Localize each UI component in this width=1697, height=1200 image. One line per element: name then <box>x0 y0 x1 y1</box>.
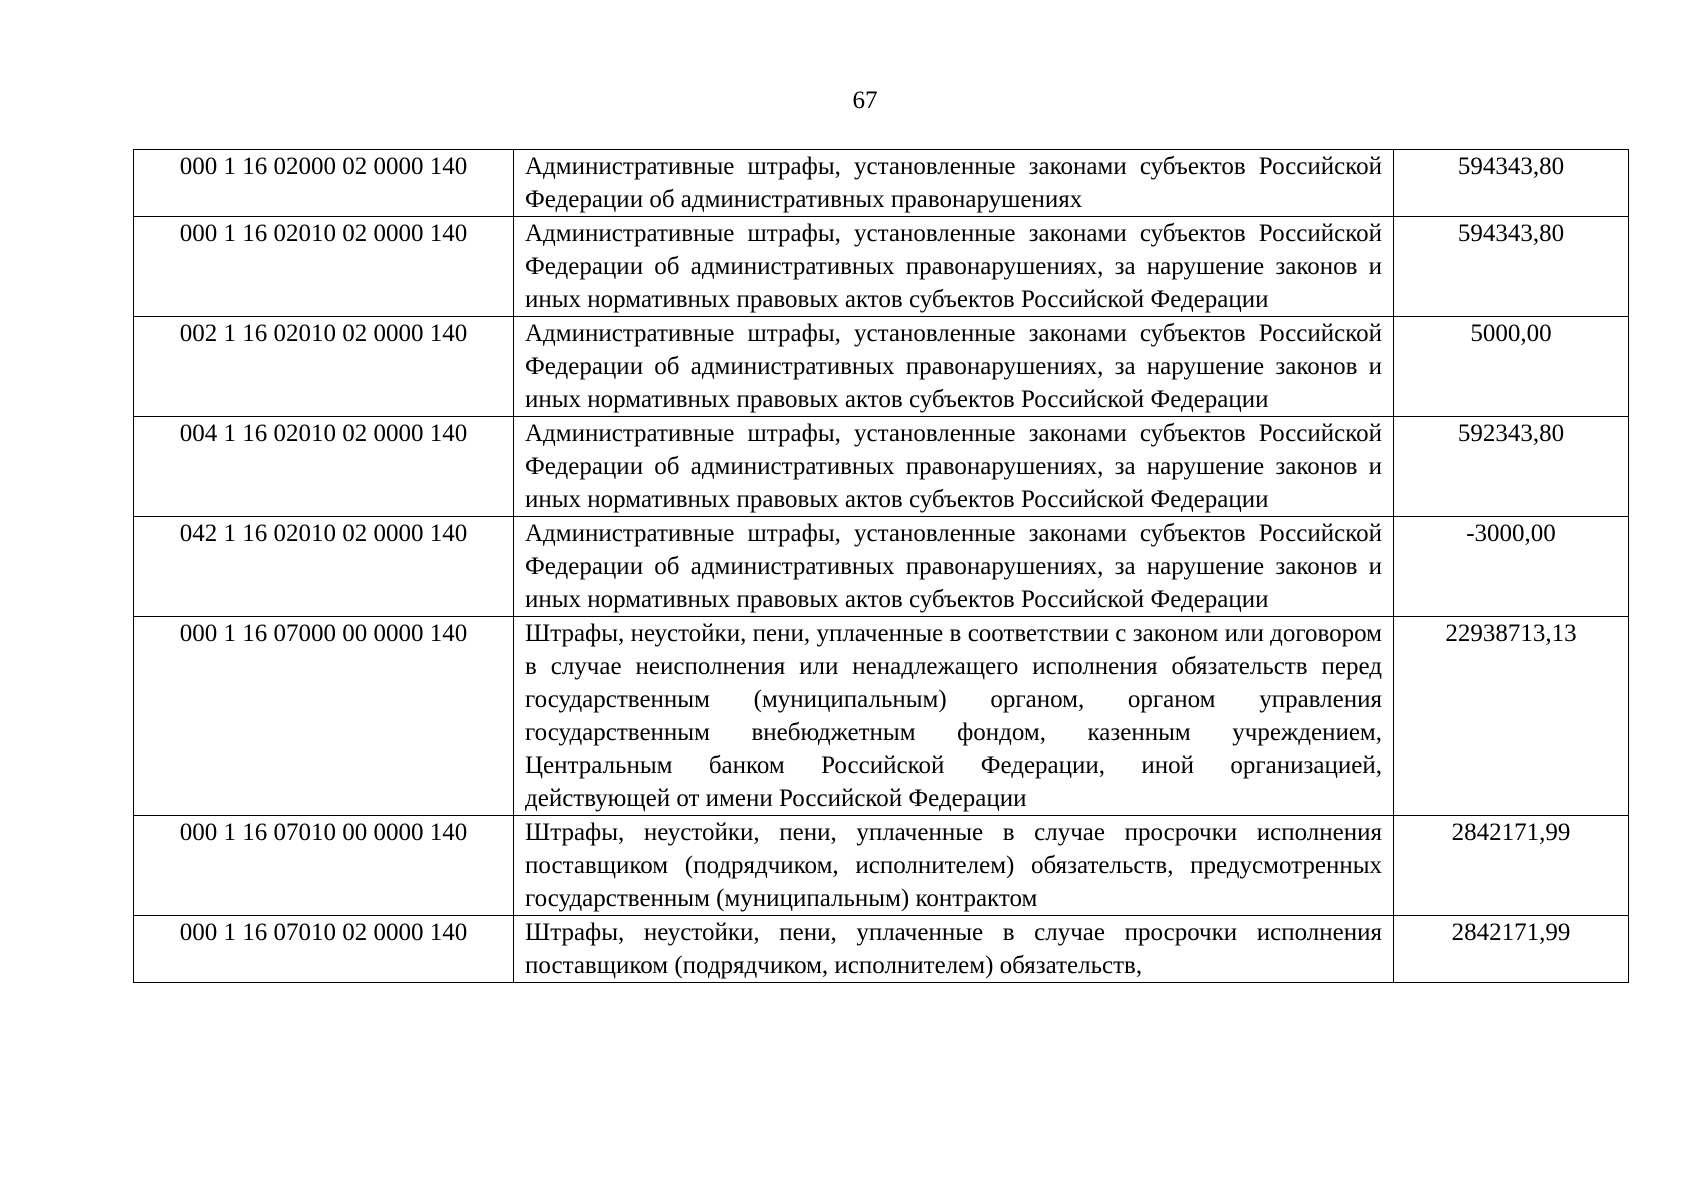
revenue-name: Административные штрафы, установленные законами субъектов Российской Федерации об административных правонарушениях, за нарушение законов и иных нормативных правовых актов субъектов Российской Федерации <box>514 217 1394 317</box>
budget-code: 002 1 16 02010 02 0000 140 <box>134 317 514 417</box>
amount: 5000,00 <box>1394 317 1629 417</box>
page-number: 67 <box>852 87 878 114</box>
amount: 2842171,99 <box>1394 916 1629 983</box>
revenue-name: Административные штрафы, установленные законами субъектов Российской Федерации об административных правонарушениях, за нарушение законов и иных нормативных правовых актов субъектов Российской Федерации <box>514 417 1394 517</box>
revenue-name: Штрафы, неустойки, пени, уплаченные в случае просрочки исполнения поставщиком (подрядчиком, исполнителем) обязательств, <box>514 916 1394 983</box>
budget-table <box>133 149 1629 983</box>
table-row <box>134 417 1629 517</box>
revenue-name: Административные штрафы, установленные законами субъектов Российской Федерации об административных правонарушениях, за нарушение законов и иных нормативных правовых актов субъектов Российской Федерации <box>514 517 1394 617</box>
amount: 592343,80 <box>1394 417 1629 517</box>
budget-code: 000 1 16 07010 02 0000 140 <box>134 916 514 983</box>
table-row <box>134 317 1629 417</box>
budget-code: 000 1 16 07000 00 0000 140 <box>134 617 514 816</box>
revenue-name: Штрафы, неустойки, пени, уплаченные в случае просрочки исполнения поставщиком (подрядчиком, исполнителем) обязательств, предусмотренных государственным (муниципальным) контрактом <box>514 816 1394 916</box>
table-row <box>134 816 1629 916</box>
table-row <box>134 617 1629 816</box>
revenue-name: Административные штрафы, установленные законами субъектов Российской Федерации об административных правонарушениях <box>514 150 1394 217</box>
budget-code: 042 1 16 02010 02 0000 140 <box>134 517 514 617</box>
amount: 22938713,13 <box>1394 617 1629 816</box>
budget-code: 000 1 16 07010 00 0000 140 <box>134 816 514 916</box>
table-row <box>134 217 1629 317</box>
revenue-name: Штрафы, неустойки, пени, уплаченные в соответствии с законом или договором в случае неисполнения или ненадлежащего исполнения обязательств перед государственным (муниципальным) органом, органом управления государственным внебюджетным фондом, казенным учреждением, Центральным банком Российской Федерации, иной организацией, действующей от имени Российской Федерации <box>514 617 1394 816</box>
amount: 594343,80 <box>1394 217 1629 317</box>
amount: 594343,80 <box>1394 150 1629 217</box>
table-row <box>134 150 1629 217</box>
revenue-name: Административные штрафы, установленные законами субъектов Российской Федерации об административных правонарушениях, за нарушение законов и иных нормативных правовых актов субъектов Российской Федерации <box>514 317 1394 417</box>
budget-code: 000 1 16 02000 02 0000 140 <box>134 150 514 217</box>
amount: 2842171,99 <box>1394 816 1629 916</box>
amount: -3000,00 <box>1394 517 1629 617</box>
table-row <box>134 916 1629 983</box>
table-row <box>134 517 1629 617</box>
budget-code: 000 1 16 02010 02 0000 140 <box>134 217 514 317</box>
budget-code: 004 1 16 02010 02 0000 140 <box>134 417 514 517</box>
